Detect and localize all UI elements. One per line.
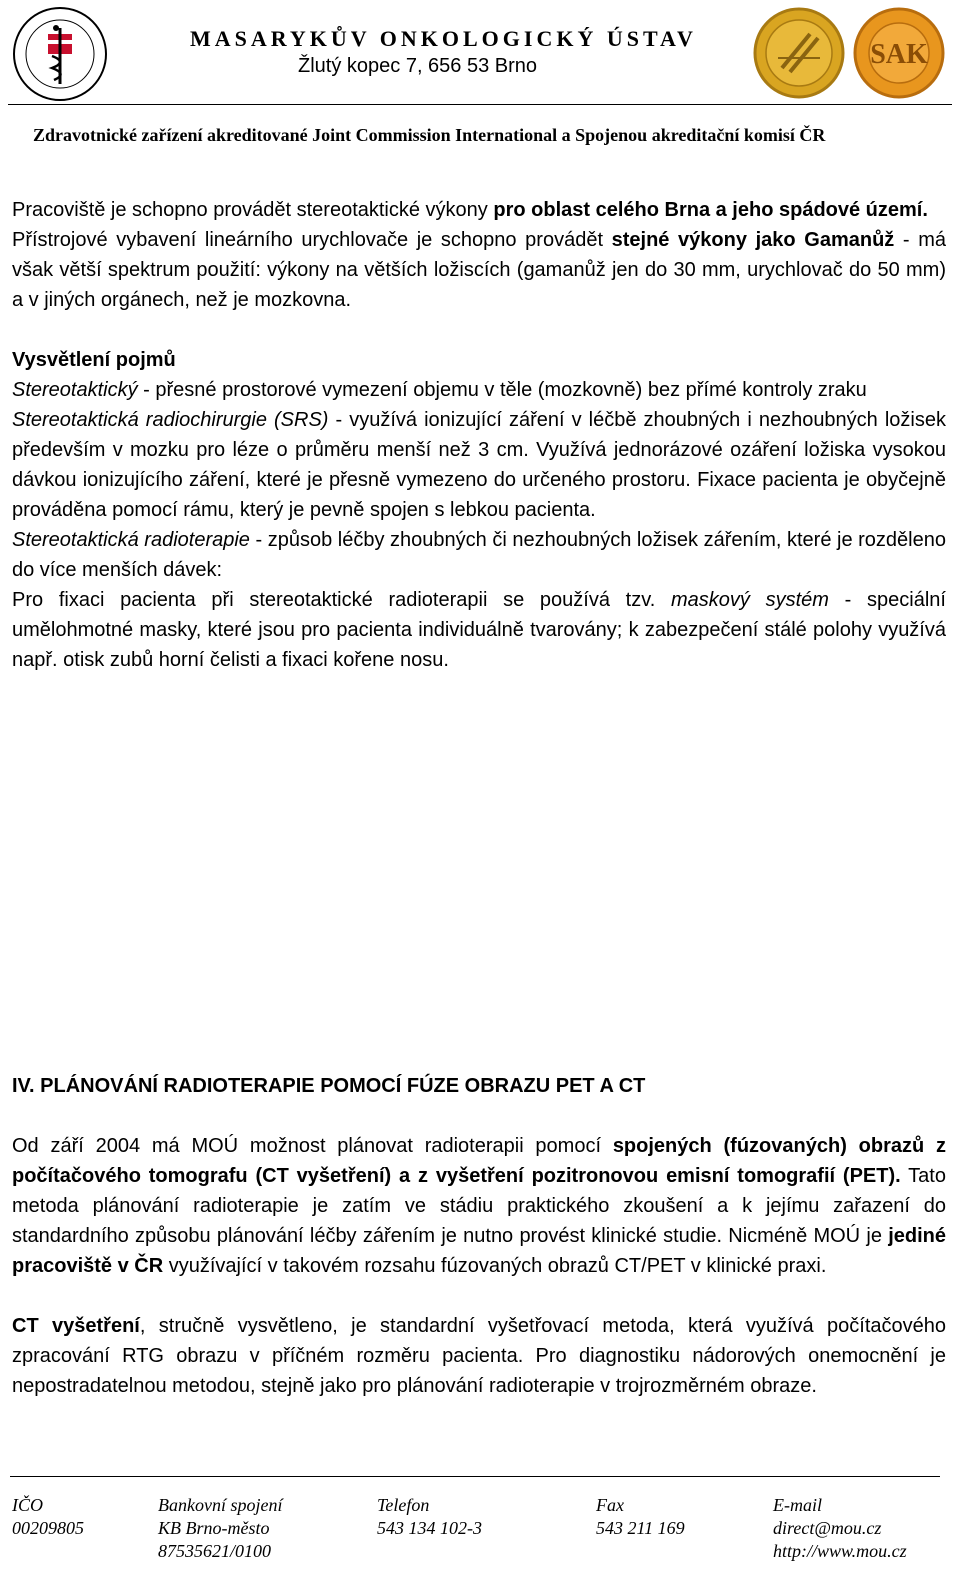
website-link[interactable]: http://www.mou.cz bbox=[773, 1541, 907, 1561]
equipment-emphasis: stejné výkony jako Gamanůž bbox=[611, 229, 895, 251]
term-stereotactic: Stereotaktický - přesné prostorové vymezení objemu v těle (mozkovně) bez přímé kontroly zraku bbox=[12, 379, 867, 401]
footer-phone: Telefon 543 134 102-3 bbox=[377, 1495, 482, 1538]
footer-contact: E-mail direct@mou.cz http://www.mou.cz bbox=[773, 1495, 907, 1561]
paragraph-ct: CT vyšetření, stručně vysvětleno, je standardní vyšetřovací metoda, která využívá počítačového zpracování RTG obrazu v příčném rozměru pacienta. Pro diagnostiku nádorových onemocnění je nepostradatelnou metodou, stejně jako pro plánování radioterapie v trojrozměrném obraze. bbox=[12, 1315, 946, 1397]
main-text bbox=[12, 195, 946, 675]
section-pet-ct bbox=[12, 1071, 946, 1401]
terms-heading: Vysvětlení pojmů bbox=[12, 349, 176, 371]
footer-bank: Bankovní spojení KB Brno-město 87535621/0100 bbox=[158, 1495, 283, 1561]
header-divider bbox=[8, 104, 952, 105]
accreditation-statement: Zdravotnické zařízení akreditované Joint Commission International a Spojenou akreditační komisí ČR bbox=[33, 125, 826, 145]
footer-divider bbox=[10, 1476, 940, 1477]
sak-seal-icon bbox=[852, 6, 946, 100]
email-link[interactable]: direct@mou.cz bbox=[773, 1518, 882, 1538]
term-mask-system: Pro fixaci pacienta při stereotaktické radioterapii se používá tzv. maskový systém - speciální umělohmotné masky, které jsou pro pacienta individuálně tvarovány; k zabezpečení stálé polohy využívá např. otisk zubů horní čelisti a fixaci kořene nosu. bbox=[12, 589, 946, 671]
term-srs: Stereotaktická radiochirurgie (SRS) - využívá ionizující záření v léčbě zhoubných i nezhoubných ložisek především v mozku pro léze o průměru menší než 3 cm. Využívá jednorázové ozáření ložiska vysokou dávkou ionizujícího záření, které je přesně vymezeno do určeného prostoru. Fixace pacienta je obyčejně prováděna pomocí rámu, který je pevně spojen s lebkou pacienta. bbox=[12, 409, 946, 521]
jci-seal-icon bbox=[752, 6, 846, 100]
section-heading: IV. PLÁNOVÁNÍ RADIOTERAPIE POMOCÍ FÚZE OBRAZU PET A CT bbox=[12, 1075, 646, 1097]
svg-text:SAK: SAK bbox=[870, 39, 928, 70]
institution-address: Žlutý kopec 7, 656 53 Brno bbox=[298, 55, 538, 77]
footer bbox=[12, 1494, 942, 1566]
paragraph-coverage: Pracoviště je schopno provádět stereotaktické výkony pro oblast celého Brna a jeho spádové území. bbox=[12, 199, 928, 221]
term-radiotherapy: Stereotaktická radioterapie - způsob léčby zhoubných či nezhoubných ložisek zářením, které je rozděleno do více menších dávek: bbox=[12, 529, 946, 581]
footer-fax: Fax 543 211 169 bbox=[596, 1495, 685, 1538]
institution-name: MASARYKŮV ONKOLOGICKÝ ÚSTAV bbox=[190, 26, 697, 51]
letterhead bbox=[0, 0, 960, 150]
footer-ico: IČO 00209805 bbox=[12, 1495, 84, 1538]
paragraph-equipment: Přístrojové vybavení lineárního urychlovače je schopno provádět stejné výkony jako Gamanůž - má však větší spektrum použití: výkony na větších ložiscích (gamanůž jen do 30 mm, urychlovač do 50 mm) a v jiných orgánech, než je mozkovna. bbox=[12, 229, 947, 311]
paragraph-fusion: Od září 2004 má MOÚ možnost plánovat radioterapii pomocí spojených (fúzovaných) obrazů z počítačového tomografu (CT vyšetření) a z vyšetření pozitronovou emisní tomografií (PET). Tato metoda plánování radioterapie je zatím ve stádiu praktického zkoušení a k jejímu zařazení do standardního způsobu plánování léčby zářením je nutno provést klinické studie. Nicméně MOÚ je jediné pracoviště v ČR využívající v takovém rozsahu fúzovaných obrazů CT/PET v klinické praxi. bbox=[12, 1135, 946, 1277]
coverage-emphasis: pro oblast celého Brna a jeho spádové území. bbox=[493, 199, 928, 221]
institute-logo-icon bbox=[10, 4, 110, 104]
